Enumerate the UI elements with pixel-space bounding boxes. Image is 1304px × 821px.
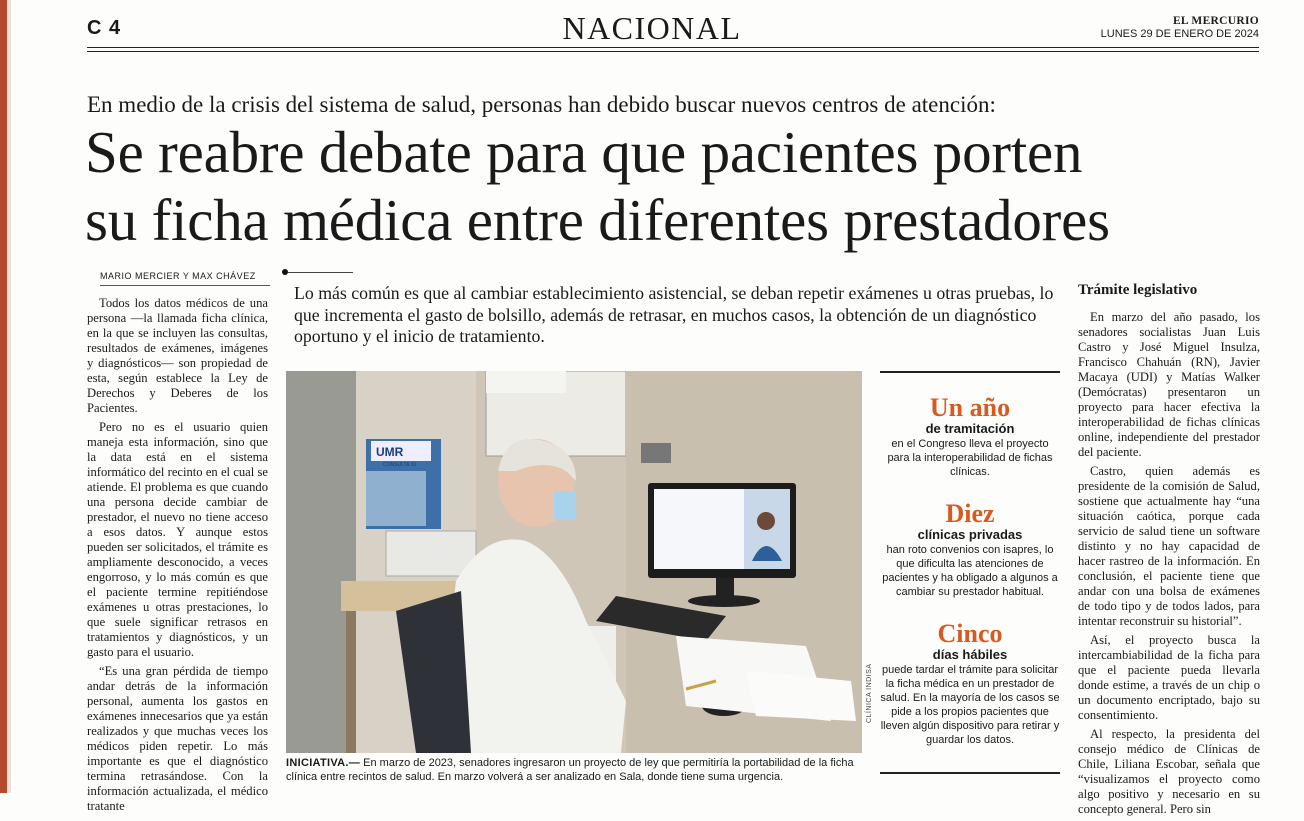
- stat-subtitle: de tramitación: [925, 421, 1015, 436]
- photo-badge-text: UMR: [376, 445, 404, 459]
- header-rule-bottom: [87, 51, 1259, 52]
- paragraph: Castro, quien además es presidente de la comisión de Salud, sostiene que actualmente hay “una situación caótica, porque cada servicio de salud tiene un software distinto y no hay capacidad de hacer rastreo de la información. En conclusión, el paciente tiene que andar con una bolsa de exámenes de todo tipo y de todos lados, para intentar reconstruir su historial”.: [1078, 464, 1260, 628]
- photo-credit: CLÍNICA INDISA: [866, 663, 873, 723]
- paragraph: Al respecto, la presidenta del consejo médico de Clínicas de Chile, Liliana Escobar, señala que “visualizamos el proyecto como algo positivo y necesario en su concepto general. Pero sin: [1078, 727, 1260, 816]
- issue-date: LUNES 29 DE ENERO DE 2024: [1100, 28, 1259, 40]
- header-rule-top: [87, 47, 1259, 48]
- stat-item: [880, 395, 1060, 479]
- byline-rule: [100, 285, 270, 286]
- paragraph: En marzo del año pasado, los senadores socialistas Juan Luis Castro y José Miguel Insulza, Francisco Chahuán (RN), Javier Macaya (UDI) y Matías Walker (Demócratas) presentaron un proyecto para hacer efectiva la interoperabilidad de fichas clínicas online, independiente del prestador del paciente.: [1078, 310, 1260, 459]
- stat-item: [880, 501, 1060, 599]
- newspaper-name: EL MERCURIO: [1172, 15, 1259, 27]
- stats-rule-bottom: [880, 772, 1060, 774]
- headline-line-1: Se reabre debate para que pacientes porten: [85, 119, 1083, 185]
- page-number: C 4: [87, 17, 122, 39]
- body-column-1: [87, 296, 268, 818]
- byline: MARIO MERCIER Y MAX CHÁVEZ: [100, 271, 256, 281]
- stat-item: [880, 621, 1060, 747]
- caption-label: INICIATIVA.—: [286, 757, 361, 769]
- doctor-at-computer-illustration: [286, 371, 862, 753]
- article-kicker: En medio de la crisis del sistema de salud, personas han debido buscar nuevos centros de atención:: [87, 92, 996, 117]
- paragraph: Así, el proyecto busca la intercambiabilidad de la ficha para que el paciente pueda llevarla donde estime, a través de un chip o un documento encriptado, bajo su consentimiento.: [1078, 633, 1260, 722]
- article-lead: Lo más común es que al cambiar establecimiento asistencial, se deban repetir exámenes u otras pruebas, lo que incrementa el gasto de bolsillo, además de retrasar, en muchos casos, la obtención de un diagnóstico oportuno y el inicio de tratamiento.: [294, 283, 1054, 346]
- photo-caption: [286, 756, 866, 784]
- headline-line-2: su ficha médica entre diferentes prestadores: [85, 187, 1110, 253]
- stat-subtitle: días hábiles: [932, 647, 1008, 662]
- stat-description: han roto convenios con isapres, lo que dificulta las atenciones de pacientes y ha obligado a algunos a cambiar su prestador habitual.: [882, 544, 1058, 598]
- caption-text: En marzo de 2023, senadores ingresaron un proyecto de ley que permitiría la portabilidad de la ficha clínica entre recintos de salud. En marzo volverá a ser analizado en Sala, donde tiene suma urgencia.: [286, 757, 854, 783]
- subheading: Trámite legislativo: [1078, 282, 1198, 298]
- section-title: NACIONAL: [562, 10, 742, 46]
- paragraph: Todos los datos médicos de una persona —la llamada ficha clínica, en la que se incluyen las consultas, resultados de exámenes, imágenes y diagnósticos— son propiedad de esta, según establece la Ley de Derechos y Deberes de los Pacientes.: [87, 296, 268, 415]
- paragraph: “Es una gran pérdida de tiempo andar detrás de la información personal, aumenta los gastos en exámenes innecesarios que ya están realizados y que muchas veces los médicos piden repetir. Lo más importante es que el diagnóstico termina retrasándose. Con la información actualizada, el médico tratante: [87, 664, 268, 813]
- stats-rule-top: [880, 371, 1060, 373]
- paragraph: Pero no es el usuario quien maneja esta información, sino que la data está en el sistema informático del recinto en el cual se atiende. El problema es que cuando una persona decide cambiar de prestador, el nuevo no tiene acceso a esos datos. Y aunque estos pueden ser solicitados, el trámite es ampliamente desconocido, a veces engorroso, y lo más común es que el paciente termine repitiéndose exámenes u otras prestaciones, lo que suele significar retrasos en tratamientos y diagnósticos, y un gasto para el usuario.: [87, 420, 268, 659]
- stat-description: en el Congreso lleva el proyecto para la interoperabilidad de fichas clínicas.: [887, 438, 1053, 478]
- stat-figure: Diez: [945, 499, 995, 528]
- body-column-4: [1078, 283, 1260, 821]
- stats-box: [880, 371, 1060, 747]
- page-edge: [0, 0, 7, 793]
- stat-description: puede tardar el trámite para solicitar la ficha médica en un prestador de salud. En la mayoría de los casos se pide a los propios pacientes que lleven algún dispositivo para retirar y guardar los datos.: [880, 664, 1060, 746]
- lead-rule: [288, 272, 353, 273]
- article-photo: [286, 371, 862, 753]
- page-edge-shadow: [7, 0, 11, 793]
- article-headline: [85, 118, 1110, 254]
- stat-subtitle: clínicas privadas: [917, 527, 1023, 542]
- photo-badge-sub: CONSULTA 10: [383, 462, 417, 468]
- stat-figure: Un año: [929, 393, 1011, 422]
- stat-figure: Cinco: [937, 619, 1003, 648]
- masthead-info: [1101, 15, 1259, 41]
